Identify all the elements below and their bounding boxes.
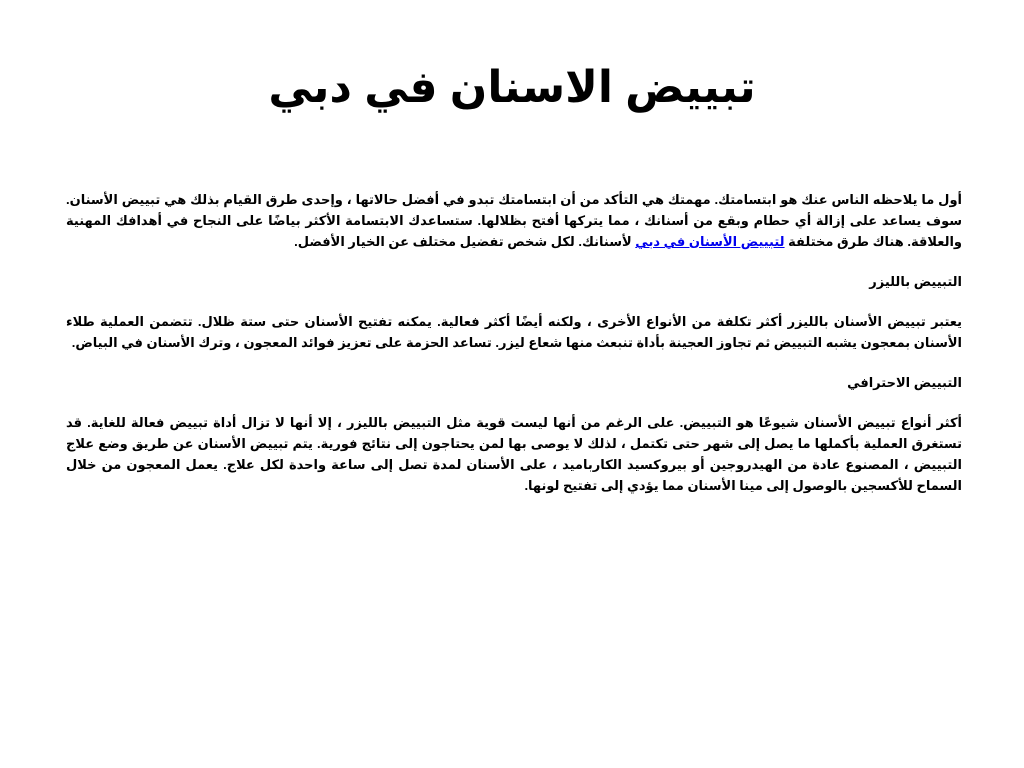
teeth-whitening-dubai-link[interactable]: لتبييض الأسنان في دبي [635,234,785,249]
intro-text-after: لأسنانك. لكل شخص تفضيل مختلف عن الخيار الأفضل. [294,234,636,249]
page-title: تبييض الاسنان في دبي [268,63,756,112]
professional-whitening-heading: التبييض الاحترافي [847,375,962,390]
intro-text-before: أول ما يلاحظه الناس عنك هو ابتسامتك. مهمتك هي التأكد من أن ابتسامتك تبدو في أفضل حالاتها ، وإحدى طرق القيام بذلك هي تبييض الأسنان. سوف يساعد على إزالة أي حطام وبقع من أسنانك ، مما يتركها أفتح بظلالها. ستساعدك الابتسامة الأكثر بياضًا على النجاح في أهدافك المهنية والعلاقة. هناك طرق مختلفة [66,192,962,249]
intro-paragraph [66,189,962,252]
laser-whitening-paragraph: يعتبر تبييض الأسنان بالليزر أكثر تكلفة من الأنواع الأخرى ، ولكنه أيضًا أكثر فعالية. يمكنه تفتيح الأسنان حتى ستة ظلال. تتضمن العملية طلاء الأسنان بمعجون يشبه التبييض ثم تجاوز العجينة بأداة تنبعث منها شعاع ليزر. تساعد الحزمة على تعزيز فوائد المعجون ، وترك الأسنان في البياض. [66,314,962,350]
professional-whitening-paragraph: أكثر أنواع تبييض الأسنان شيوعًا هو التبييض. على الرغم من أنها ليست قوية مثل التبييض بالليزر ، إلا أنها لا تزال أداة تبييض فعالة للغاية. قد تستغرق العملية بأكملها ما يصل إلى شهر حتى تكتمل ، لذلك لا يوصى بها لمن يحتاجون إلى نتائج فورية. يتم تبييض الأسنان عن طريق وضع علاج التبييض ، المصنوع عادة من الهيدروجين أو بيروكسيد الكارباميد ، على الأسنان لمدة تصل إلى ساعة واحدة لكل علاج. يعمل المعجون من خلال السماح للأكسجين بالوصول إلى مينا الأسنان مما يؤدي إلى تفتيح لونها. [66,415,962,493]
laser-whitening-heading: التبييض بالليزر [869,274,962,289]
slide-body [66,189,962,515]
